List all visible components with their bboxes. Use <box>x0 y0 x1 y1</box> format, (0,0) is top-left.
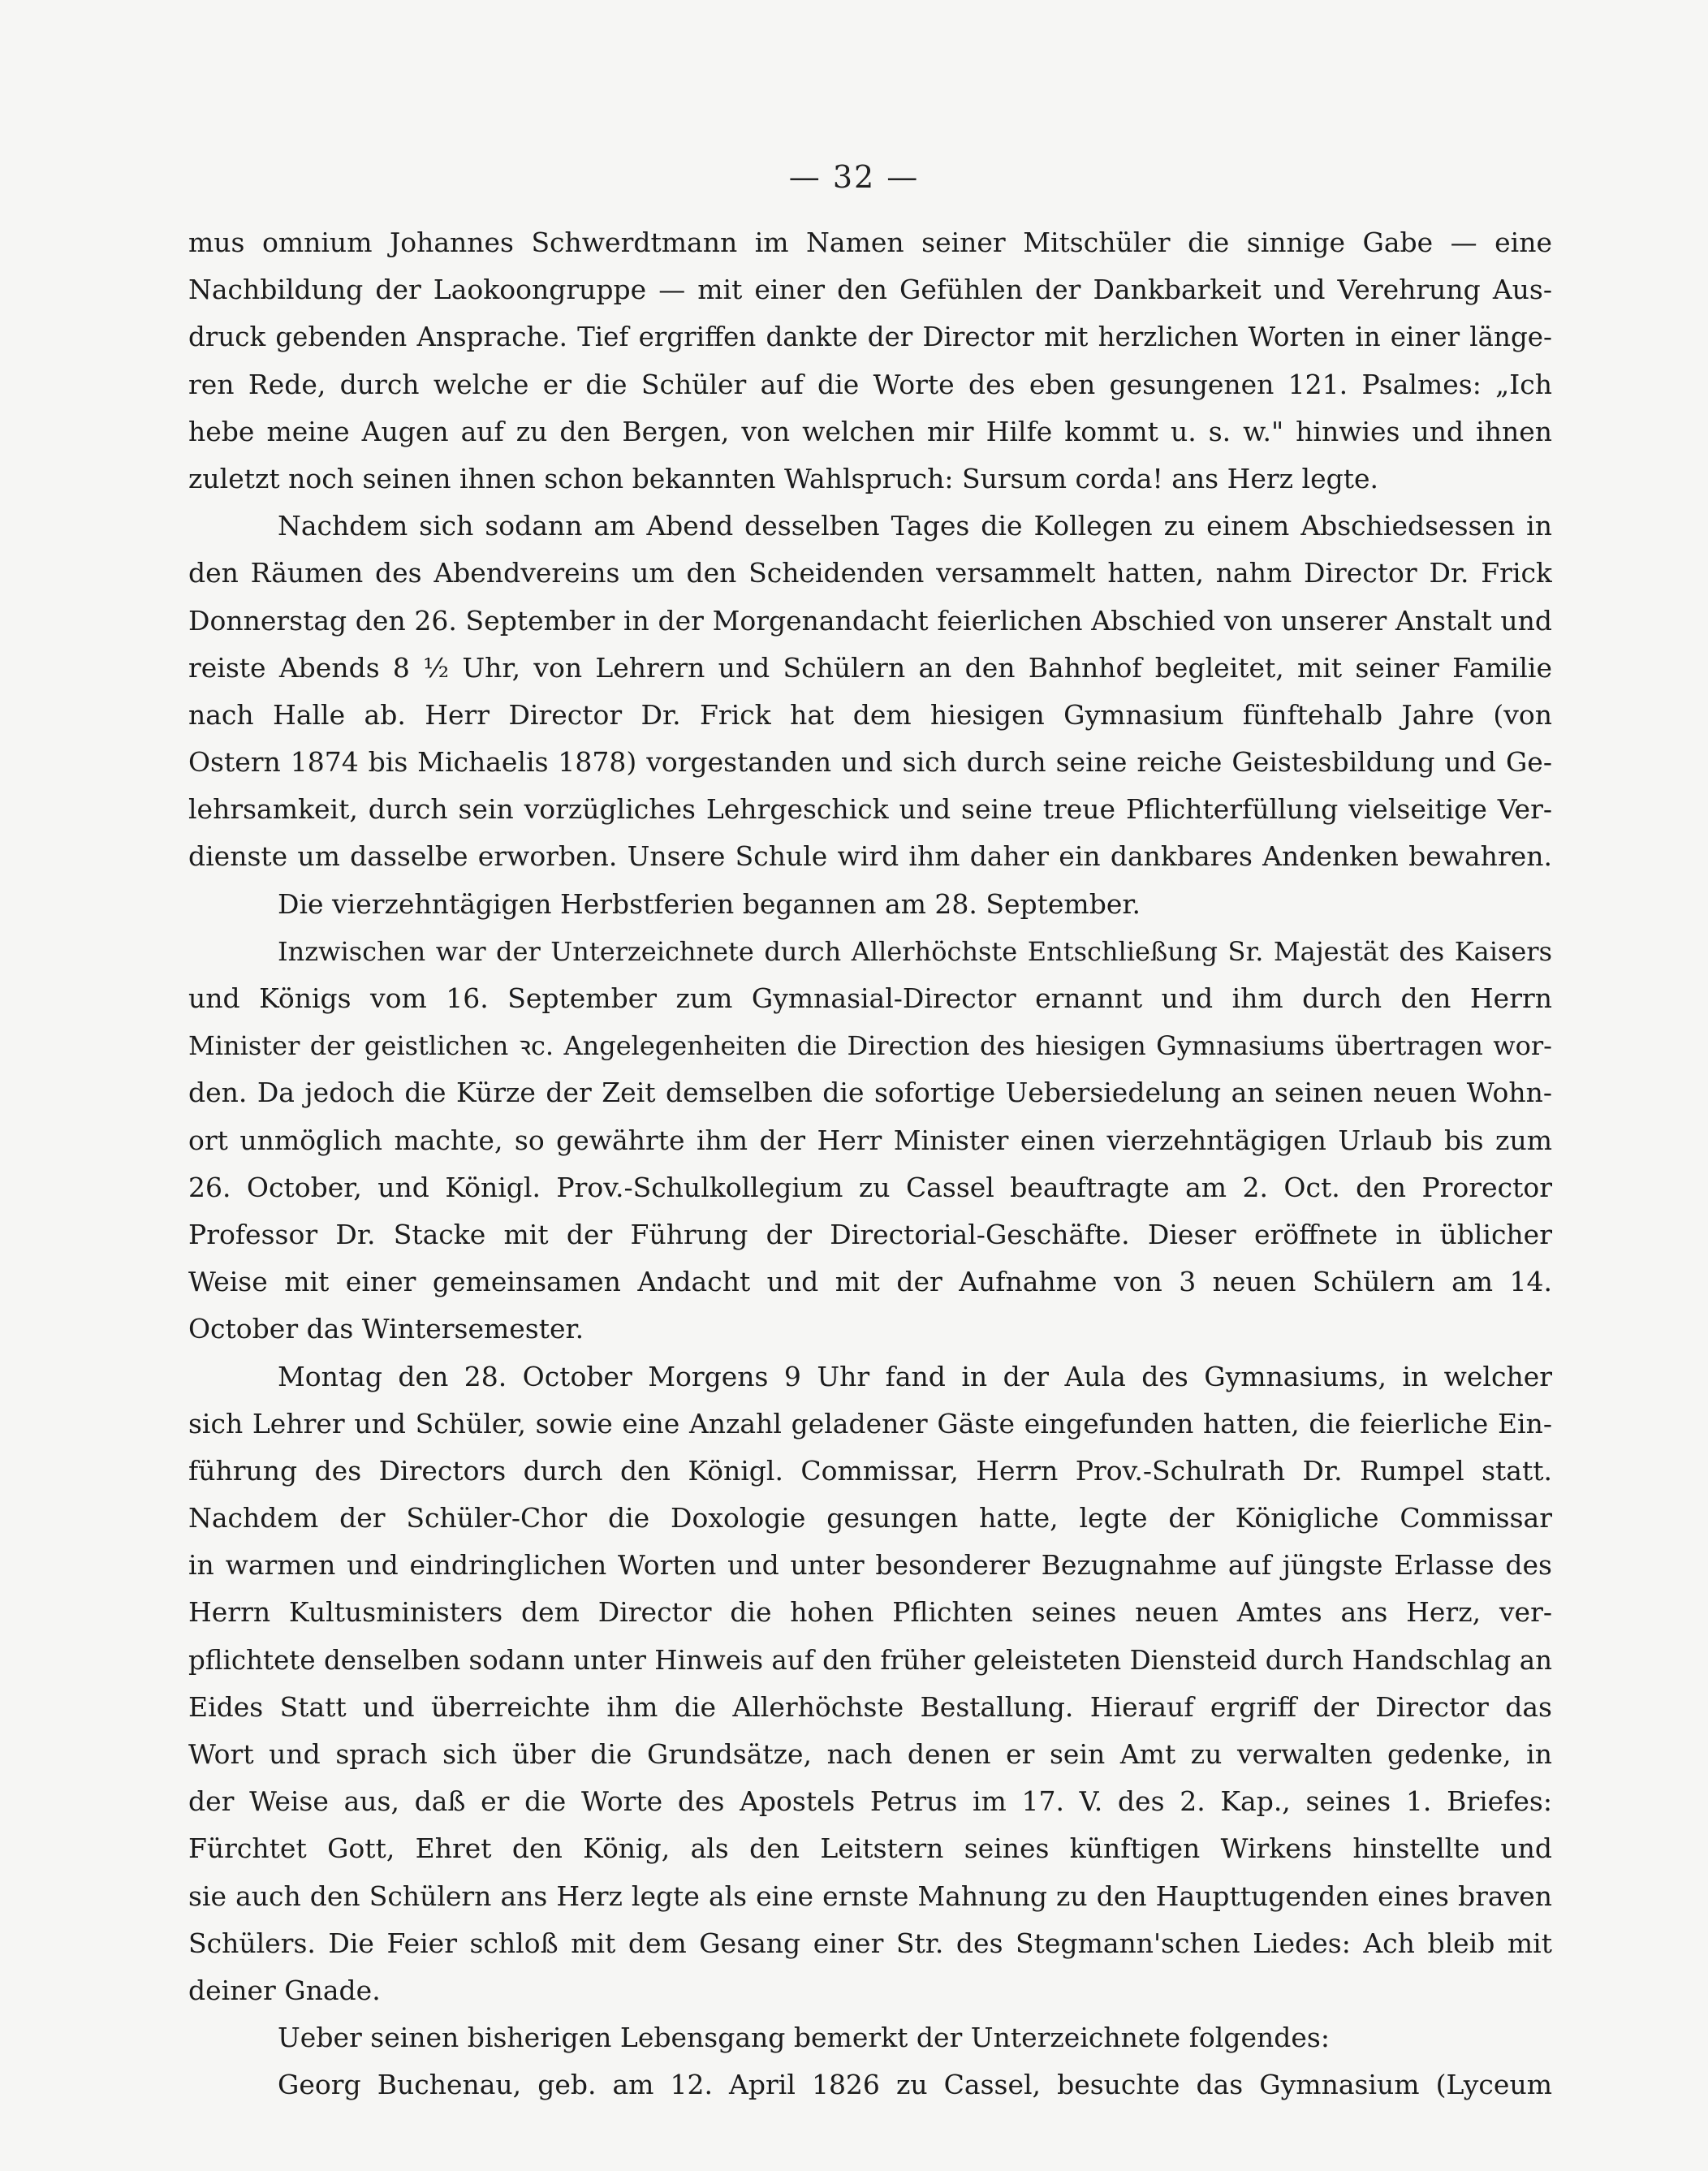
text-line: Ueber seinen bisherigen Lebensgang bemerkt der Unterzeichnete folgendes: <box>278 2022 1330 2054</box>
text-line: lehrsamkeit, durch sein vorzügliches Lehrgeschick und seine treue Pflichterfüllung vielseitige Ver- <box>188 793 1552 826</box>
text-line: Herrn Kultusministers dem Director die hohen Pflichten seines neuen Amtes ans Herz, ver- <box>188 1596 1552 1629</box>
text-line: Professor Dr. Stacke mit der Führung der Directorial-Geschäfte. Dieser eröffnete in üblicher <box>188 1218 1552 1250</box>
text-line: Die vierzehntägigen Herbstferien begannen am 28. September. <box>278 887 1141 920</box>
text-line: Eides Statt und überreichte ihm die Allerhöchste Bestallung. Hierauf ergriff der Director das <box>188 1690 1552 1723</box>
text-line: Wort und sprach sich über die Grundsätze, nach denen er sein Amt zu verwalten gedenke, in <box>188 1738 1552 1770</box>
text-line: October das Wintersemester. <box>188 1313 584 1345</box>
text-line: Nachdem der Schüler-Chor die Doxologie gesungen hatte, legte der Königliche Commissar <box>188 1502 1552 1534</box>
text-line: und Königs vom 16. September zum Gymnasial-Director ernannt und ihm durch den Herrn <box>188 982 1552 1014</box>
text-line: Ostern 1874 bis Michaelis 1878) vorgestanden und sich durch seine reiche Geistesbildung und Ge- <box>188 746 1552 779</box>
text-line: ort unmöglich machte, so gewährte ihm der Herr Minister einen vierzehntägigen Urlaub bis zum <box>188 1124 1552 1156</box>
text-line: pflichtete denselben sodann unter Hinweis auf den früher geleisteten Diensteid durch Handschlag an <box>188 1644 1552 1676</box>
text-line: der Weise aus, daß er die Worte des Apostels Petrus im 17. V. des 2. Kap., seines 1. Briefes: <box>188 1785 1552 1818</box>
text-line: druck gebenden Ansprache. Tief ergriffen dankte der Director mit herzlichen Worten in einer länge- <box>188 322 1552 353</box>
page-number: — 32 — <box>788 159 920 195</box>
text-line: mus omnium Johannes Schwerdtmann im Namen seiner Mitschüler die sinnige Gabe — eine <box>188 227 1552 258</box>
text-line: 26. October, und Königl. Prov.-Schulkollegium zu Cassel beauftragte am 2. Oct. den Prorector <box>188 1171 1552 1203</box>
text-line: Minister der geistlichen ꝛc. Angelegenheiten die Direction des hiesigen Gymnasiums übertragen wor- <box>188 1030 1552 1062</box>
text-line: den. Da jedoch die Kürze der Zeit demselben die sofortige Uebersiedelung an seinen neuen Wohn- <box>188 1077 1552 1109</box>
text-line: nach Halle ab. Herr Director Dr. Frick hat dem hiesigen Gymnasium fünftehalb Jahre (von <box>188 698 1552 731</box>
text-line: zuletzt noch seinen ihnen schon bekannten Wahlspruch: Sursum corda! ans Herz legte. <box>188 462 1379 494</box>
text-line: den Räumen des Abendvereins um den Scheidenden versammelt hatten, nahm Director Dr. Frick <box>188 557 1552 589</box>
text-line: Schülers. Die Feier schloß mit dem Gesang einer Str. des Stegmann'schen Liedes: Ach bleib mit <box>188 1927 1552 1959</box>
text-line: reiste Abends 8 ½ Uhr, von Lehrern und Schülern an den Bahnhof begleitet, mit seiner Familie <box>188 651 1552 684</box>
text-line: Donnerstag den 26. September in der Morgenandacht feierlichen Abschied von unserer Anstalt und <box>188 604 1552 637</box>
text-line: deiner Gnade. <box>188 1974 381 2006</box>
text-line: ren Rede, durch welche er die Schüler auf die Worte des eben gesungenen 121. Psalmes: „Ich <box>188 368 1552 400</box>
text-line: Fürchtet Gott, Ehret den König, als den Leitstern seines künftigen Wirkens hinstellte und <box>188 1832 1552 1865</box>
text-line: Nachdem sich sodann am Abend desselben Tages die Kollegen zu einem Abschiedsessen in <box>278 510 1552 542</box>
text-line: dienste um dasselbe erworben. Unsere Schule wird ihm daher ein dankbares Andenken bewahren. <box>188 840 1552 873</box>
text-line: Weise mit einer gemeinsamen Andacht und mit der Aufnahme von 3 neuen Schülern am 14. <box>188 1266 1552 1298</box>
text-line: führung des Directors durch den Königl. Commissar, Herrn Prov.-Schulrath Dr. Rumpel statt. <box>188 1454 1552 1487</box>
body-text <box>188 219 1552 2109</box>
text-line: Inzwischen war der Unterzeichnete durch Allerhöchste Entschließung Sr. Majestät des Kaisers <box>278 935 1552 967</box>
text-line: hebe meine Augen auf zu den Bergen, von welchen mir Hilfe kommt u. s. w." hinwies und ihnen <box>188 415 1552 447</box>
text-line: Montag den 28. October Morgens 9 Uhr fand in der Aula des Gymnasiums, in welcher <box>278 1360 1552 1392</box>
text-line: in warmen und eindringlichen Worten und unter besonderer Bezugnahme auf jüngste Erlasse des <box>188 1549 1552 1582</box>
text-line: Nachbildung der Laokoongruppe — mit einer den Gefühlen der Dankbarkeit und Verehrung Aus- <box>188 274 1552 306</box>
text-line: sie auch den Schülern ans Herz legte als eine ernste Mahnung zu den Haupttugenden eines braven <box>188 1880 1552 1912</box>
text-line: sich Lehrer und Schüler, sowie eine Anzahl geladener Gäste eingefunden hatten, die feierliche Ein- <box>188 1407 1552 1439</box>
text-line: Georg Buchenau, geb. am 12. April 1826 zu Cassel, besuchte das Gymnasium (Lyceum <box>278 2069 1552 2101</box>
